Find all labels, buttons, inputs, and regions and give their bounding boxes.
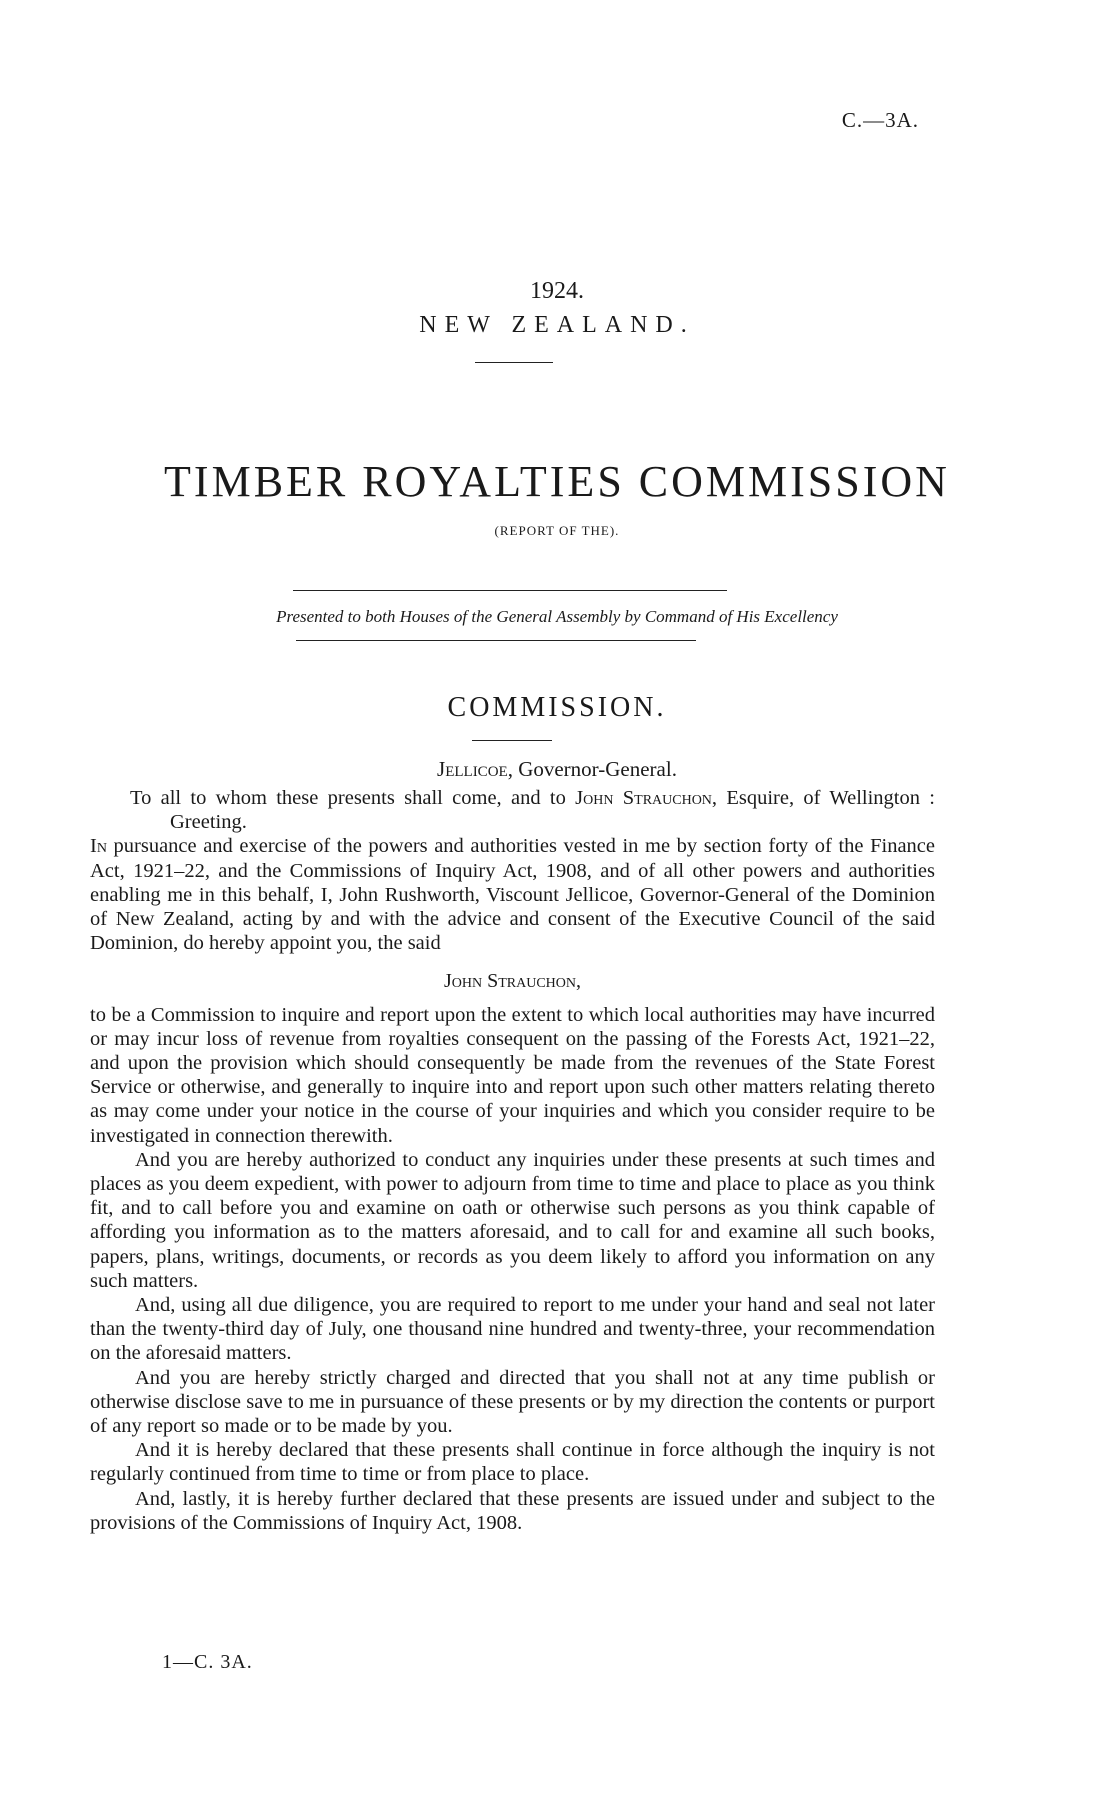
- signatory-line: [0, 757, 1114, 782]
- page-subtitle: (REPORT OF THE).: [494, 523, 620, 538]
- divider: [293, 590, 727, 591]
- signatory-title: , Governor-General.: [507, 757, 677, 781]
- paragraph: And, using all due diligence, you are required to report to me under your hand and seal not later than the twenty-third day of July, one thousand nine hundred and twenty-three, your recommendation on the aforesaid matters.: [90, 1294, 935, 1365]
- presented-line: Presented to both Houses of the General Assembly by Command of His Excellency: [276, 607, 838, 626]
- addressee-name: John Strauchon: [575, 787, 712, 809]
- document-year: 1924.: [530, 278, 584, 304]
- paragraph: And it is hereby declared that these presents shall continue in force although the inquiry is not regularly continued from time to time or from place to place.: [90, 1439, 935, 1486]
- page-footer: 1—C. 3A.: [162, 1651, 253, 1673]
- divider: [472, 740, 552, 741]
- paragraph: And you are hereby strictly charged and directed that you shall not at any time publish or otherwise disclose save to me in pursuance of these presents or by my direction the contents or purport of any report so made or to be made by you.: [90, 1366, 935, 1438]
- document-reference: C.—3A.: [841, 108, 919, 132]
- paragraph: And you are hereby authorized to conduct any inquiries under these presents at such times and places as you deem expedient, with power to adjourn from time to time and place to place as you think fit, and to call before you and examine on oath or otherwise such persons as you think capable of affording you information as to the matters aforesaid, and to call for and examine all such books, papers, plans, writings, documents, or records as you deem likely to afford you information on any such matters.: [90, 1148, 935, 1292]
- appointee-name: John Strauchon,: [443, 970, 582, 993]
- paragraph-pursuance: In pursuance and exercise of the powers and authorities vested in me by section forty of the Finance Act, 1921–22, and the Commissions of Inquiry Act, 1908, and of all other powers and authorities enabling me in this behalf, I, John Rushworth, Viscount Jellicoe, Governor-General of the Dominion of New Zealand, acting by and with the advice and consent of the Executive Council of the said Dominion, do hereby appoint you, the said: [90, 835, 935, 955]
- document-country: NEW ZEALAND.: [419, 312, 695, 338]
- commission-heading: COMMISSION.: [447, 692, 667, 723]
- divider: [475, 362, 553, 363]
- signatory-name: Jellicoe: [437, 757, 508, 781]
- address-line: To all to whom these presents shall come, and to John Strauchon, Esquire, of Wellington : Greeting.: [130, 787, 935, 834]
- paragraph: And, lastly, it is hereby further declared that these presents are issued under and subject to the provisions of the Commissions of Inquiry Act, 1908.: [90, 1487, 935, 1534]
- paragraph: to be a Commission to inquire and report upon the extent to which local authorities may have incurred or may incur loss of revenue from royalties consequent on the passing of the Forests Act, 1921–22, and upon the provision which should consequently be made from the revenues of the State Forest Service or otherwise, and generally to inquire into and report upon such other matters relating thereto as may come under your notice in the course of your inquiries and which you consider require to be investigated in connection therewith.: [90, 1003, 935, 1147]
- document-body: [90, 786, 935, 1535]
- page-title: TIMBER ROYALTIES COMMISSION: [164, 457, 950, 506]
- divider: [296, 640, 696, 641]
